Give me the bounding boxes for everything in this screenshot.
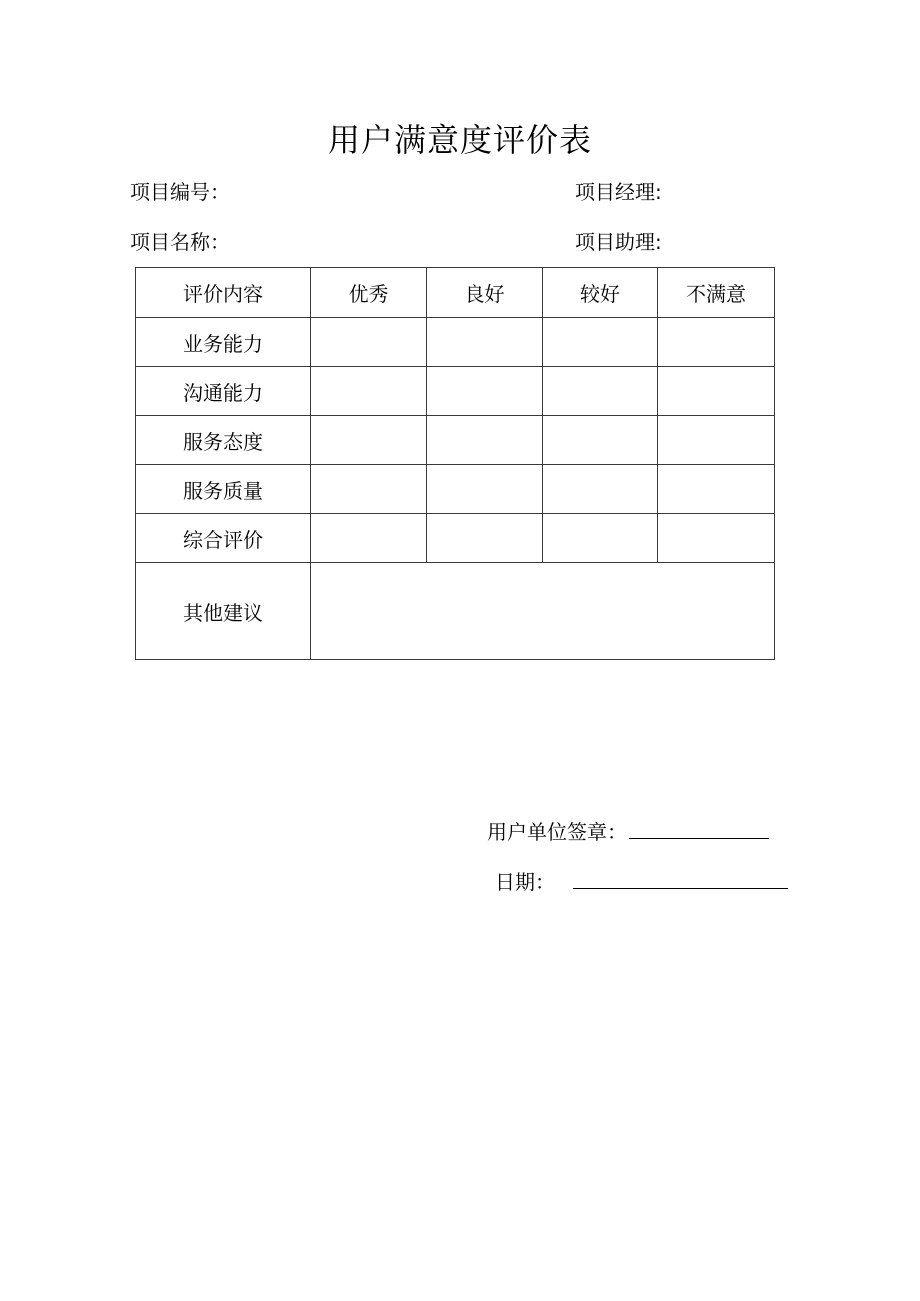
table-row (136, 416, 775, 465)
project-assistant-label: 项目助理: (575, 230, 662, 254)
row-label-service-quality: 服务质量 (136, 465, 311, 514)
header-fair: 较好 (543, 268, 658, 318)
page-title: 用户满意度评价表 (327, 121, 592, 159)
rating-cell[interactable] (543, 514, 658, 563)
suggestion-label: 其他建议 (136, 563, 311, 660)
stamp-label: 用户单位签章： (487, 820, 627, 844)
header-good: 良好 (427, 268, 543, 318)
rating-cell[interactable] (543, 465, 658, 514)
row-label-service-attitude: 服务态度 (136, 416, 311, 465)
header-excellent: 优秀 (311, 268, 427, 318)
project-number-label: 项目编号： (130, 180, 230, 204)
date-blank[interactable] (573, 866, 788, 889)
row-label-communication: 沟通能力 (136, 367, 311, 416)
project-name-label: 项目名称： (130, 230, 230, 254)
stamp-line (487, 816, 769, 846)
rating-cell[interactable] (311, 465, 427, 514)
table-row (136, 465, 775, 514)
rating-cell[interactable] (543, 416, 658, 465)
date-line (495, 866, 788, 896)
rating-cell[interactable] (427, 514, 543, 563)
rating-cell[interactable] (427, 367, 543, 416)
date-label: 日期： (495, 870, 555, 894)
evaluation-table (135, 267, 775, 660)
table-row (136, 514, 775, 563)
rating-cell[interactable] (658, 318, 775, 367)
project-manager-label: 项目经理: (575, 180, 662, 204)
header-unsatisfied: 不满意 (658, 268, 775, 318)
header-evaluation-content: 评价内容 (136, 268, 311, 318)
rating-cell[interactable] (311, 367, 427, 416)
suggestion-row (136, 563, 775, 660)
table-row (136, 318, 775, 367)
stamp-blank[interactable] (629, 816, 769, 839)
suggestion-field[interactable] (311, 563, 775, 660)
rating-cell[interactable] (311, 514, 427, 563)
rating-cell[interactable] (543, 318, 658, 367)
rating-cell[interactable] (311, 318, 427, 367)
row-label-business-ability: 业务能力 (136, 318, 311, 367)
table-header-row (136, 268, 775, 318)
rating-cell[interactable] (658, 367, 775, 416)
table-row (136, 367, 775, 416)
rating-cell[interactable] (427, 318, 543, 367)
rating-cell[interactable] (427, 465, 543, 514)
rating-cell[interactable] (543, 367, 658, 416)
rating-cell[interactable] (311, 416, 427, 465)
rating-cell[interactable] (658, 514, 775, 563)
rating-cell[interactable] (427, 416, 543, 465)
rating-cell[interactable] (658, 416, 775, 465)
row-label-overall: 综合评价 (136, 514, 311, 563)
rating-cell[interactable] (658, 465, 775, 514)
